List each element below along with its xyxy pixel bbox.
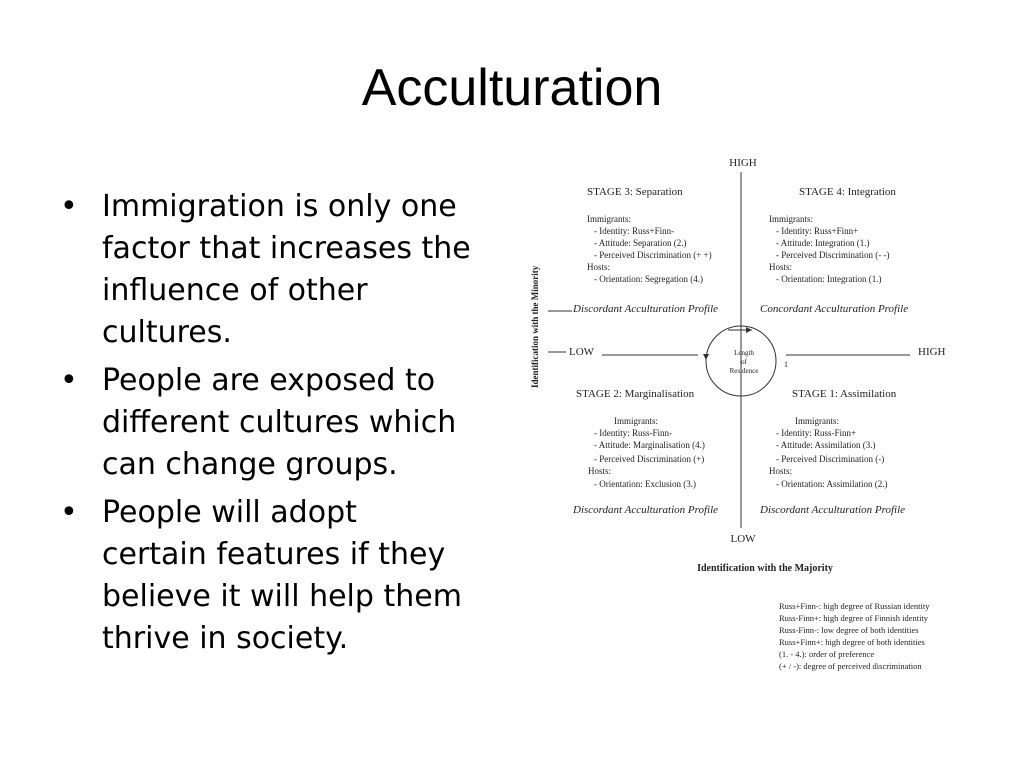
bullet-line: thrive in society. bbox=[102, 621, 349, 656]
quadrant-line: Hosts: bbox=[588, 466, 612, 476]
axis-high-right: HIGH bbox=[918, 346, 946, 358]
center-label-line: Length bbox=[734, 349, 754, 357]
bullet-line: cultures. bbox=[102, 315, 232, 350]
quadrant-line: Immigrants: bbox=[769, 214, 813, 224]
x-axis-label: Identification with the Majority bbox=[697, 563, 833, 574]
cycle-arrowhead-left-icon bbox=[703, 354, 709, 360]
bullet-line: believe it will help them bbox=[102, 579, 462, 614]
legend-line: Russ-Finn+: high degree of Finnish identity bbox=[779, 613, 929, 623]
bullet-line: People are exposed to bbox=[102, 363, 436, 398]
legend-line: Russ+Finn-: high degree of Russian identity bbox=[779, 601, 930, 611]
center-label-line: Residence bbox=[729, 367, 759, 375]
quadrant-heading: STAGE 1: Assimilation bbox=[792, 388, 897, 400]
quadrant-line: - Perceived Discrimination (+ +) bbox=[594, 250, 712, 260]
center-tick-label: 1 bbox=[784, 360, 788, 369]
bullet-line: Immigration is only one bbox=[102, 189, 457, 224]
quadrant-line: - Identity: Russ+Finn+ bbox=[776, 226, 859, 236]
quadrant-line: - Identity: Russ-Finn- bbox=[594, 428, 672, 438]
quadrant-line: - Perceived Discrimination (- -) bbox=[776, 250, 890, 260]
quadrant-line: - Perceived Discrimination (+) bbox=[594, 454, 705, 464]
center-label-line: of bbox=[741, 358, 747, 366]
quadrant-line: - Perceived Discrimination (-) bbox=[776, 454, 885, 464]
quadrant-line: - Attitude: Separation (2.) bbox=[594, 238, 687, 248]
quadrant-line: - Orientation: Integration (1.) bbox=[776, 274, 882, 284]
axis-high-top: HIGH bbox=[729, 157, 757, 169]
bullet-line: can change groups. bbox=[102, 447, 398, 482]
quadrant-line: - Identity: Russ+Finn- bbox=[594, 226, 675, 236]
slide-title: Acculturation bbox=[361, 59, 663, 117]
quadrant-profile: Discordant Acculturation Profile bbox=[760, 504, 906, 516]
quadrant-line: - Orientation: Exclusion (3.) bbox=[594, 479, 696, 489]
quadrant-heading: STAGE 3: Separation bbox=[587, 186, 683, 198]
legend-line: (1. - 4.): order of preference bbox=[779, 649, 875, 659]
quadrant-profile: Discordant Acculturation Profile bbox=[573, 504, 719, 516]
bullet-dot-icon: • bbox=[60, 363, 78, 398]
bullet-line: influence of other bbox=[102, 273, 368, 308]
bullet-dot-icon: • bbox=[60, 189, 78, 224]
quadrant-line: Hosts: bbox=[769, 466, 793, 476]
quadrant-line: Immigrants: bbox=[795, 416, 839, 426]
bullet-line: different cultures which bbox=[102, 405, 457, 440]
legend-line: Russ+Finn+: high degree of both identities bbox=[779, 637, 925, 647]
quadrant-line: - Orientation: Assimilation (2.) bbox=[776, 479, 888, 489]
axis-low-left: LOW bbox=[569, 346, 595, 358]
legend-line: (+ / -): degree of perceived discrimination bbox=[779, 661, 922, 671]
quadrant-line: Hosts: bbox=[587, 262, 611, 272]
axis-low-bottom: LOW bbox=[730, 533, 756, 545]
quadrant-line: - Attitude: Integration (1.) bbox=[776, 238, 870, 248]
quadrant-line: - Orientation: Segregation (4.) bbox=[594, 274, 703, 284]
quadrant-profile: Discordant Acculturation Profile bbox=[573, 303, 719, 315]
bullet-line: certain features if they bbox=[102, 537, 446, 572]
y-axis-label: Identification with the Minority bbox=[530, 265, 540, 388]
quadrant-line: Immigrants: bbox=[614, 416, 658, 426]
quadrant-heading: STAGE 2: Marginalisation bbox=[576, 388, 695, 400]
quadrant-line: - Identity: Russ-Finn+ bbox=[776, 428, 857, 438]
quadrant-line: Hosts: bbox=[769, 262, 793, 272]
bullet-dot-icon: • bbox=[60, 495, 78, 530]
bullet-line: factor that increases the bbox=[102, 231, 471, 266]
quadrant-profile: Concordant Acculturation Profile bbox=[760, 303, 909, 315]
quadrant-heading: STAGE 4: Integration bbox=[799, 186, 896, 198]
legend-line: Russ-Finn-: low degree of both identities bbox=[779, 625, 919, 635]
quadrant-line: Immigrants: bbox=[587, 214, 631, 224]
quadrant-line: - Attitude: Marginalisation (4.) bbox=[594, 440, 705, 450]
quadrant-line: - Attitude: Assimilation (3.) bbox=[776, 440, 876, 450]
bullet-line: People will adopt bbox=[102, 495, 357, 530]
